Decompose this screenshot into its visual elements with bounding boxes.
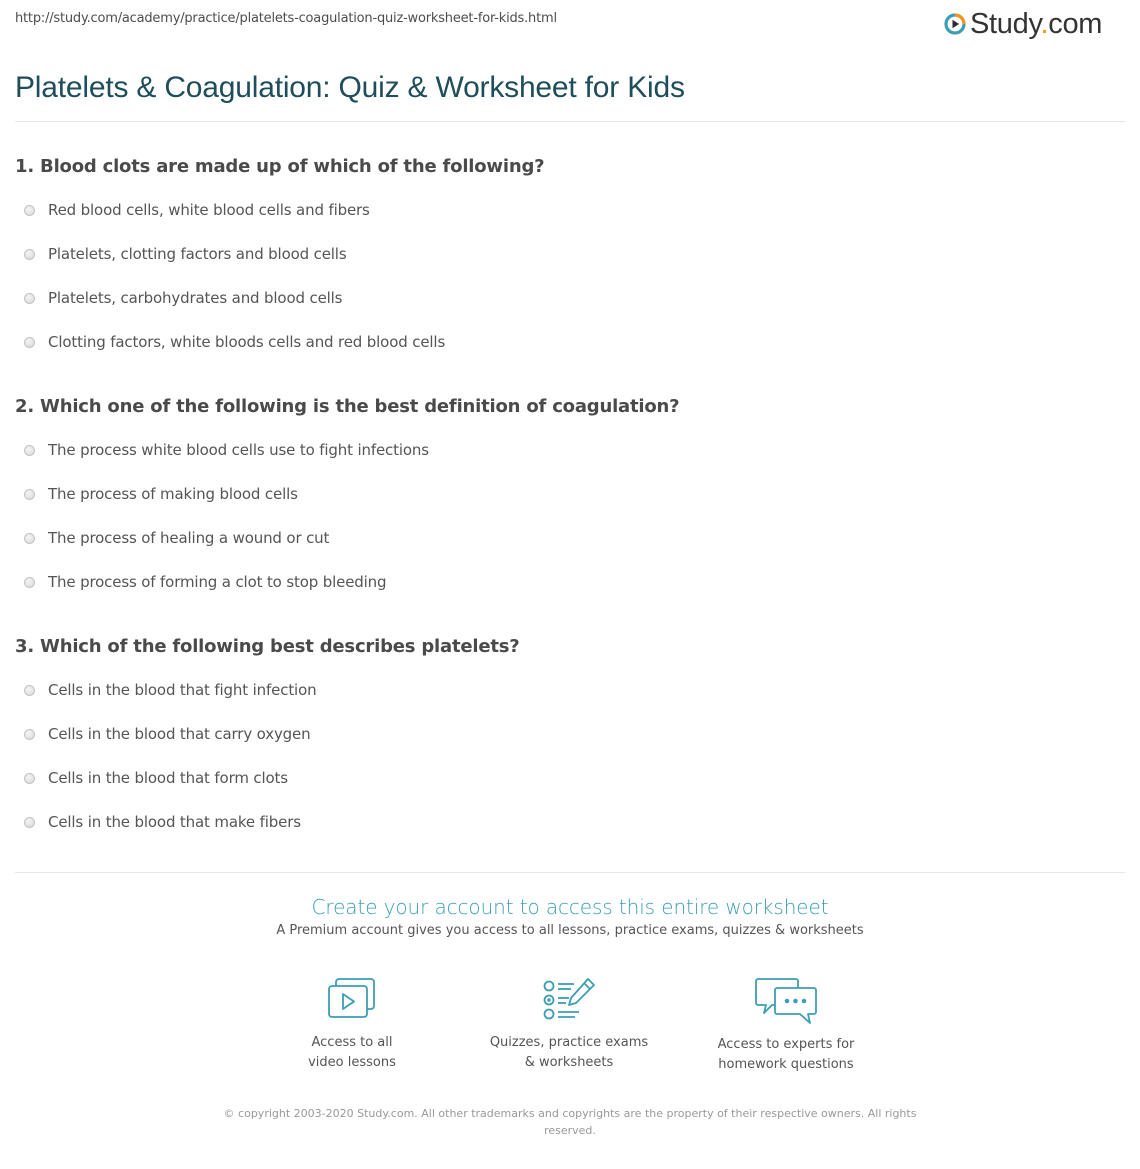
- answer-options: [15, 668, 520, 844]
- chat-bubbles-icon: [754, 975, 818, 1027]
- question-title: 2. Which one of the following is the best definition of coagulation?: [15, 396, 680, 417]
- answer-options: [15, 188, 544, 364]
- radio-button[interactable]: [24, 489, 35, 500]
- radio-button[interactable]: [24, 445, 35, 456]
- cta-divider: [15, 872, 1125, 873]
- feature-quizzes: Quizzes, practice exams & worksheets: [469, 975, 669, 1073]
- answer-option[interactable]: Cells in the blood that make fibers: [15, 800, 520, 844]
- radio-button[interactable]: [24, 577, 35, 588]
- question-title: 1. Blood clots are made up of which of the following?: [15, 156, 545, 177]
- radio-button[interactable]: [24, 337, 35, 348]
- copyright-notice: © copyright 2003-2020 Study.com. All other trademarks and copyrights are the property of their respective owners. All rights reserved.: [223, 1107, 917, 1137]
- signup-cta: [0, 895, 1140, 938]
- play-circle-icon: [944, 13, 966, 35]
- answer-option[interactable]: The process of healing a wound or cut: [15, 516, 679, 560]
- question-1: [15, 156, 544, 364]
- question-title: 3. Which of the following best describes platelets?: [15, 636, 520, 657]
- answer-option[interactable]: The process of making blood cells: [15, 472, 679, 516]
- cta-subtitle: A Premium account gives you access to all lessons, practice exams, quizzes & worksheets: [276, 923, 864, 938]
- video-lessons-icon: [326, 975, 378, 1023]
- answer-option[interactable]: Cells in the blood that fight infection: [15, 668, 520, 712]
- radio-button[interactable]: [24, 293, 35, 304]
- radio-button[interactable]: [24, 773, 35, 784]
- answer-options: [15, 428, 679, 604]
- answer-option[interactable]: Clotting factors, white bloods cells and red blood cells: [15, 320, 544, 364]
- answer-option[interactable]: Cells in the blood that carry oxygen: [15, 712, 520, 756]
- question-3: [15, 636, 520, 844]
- answer-option[interactable]: Platelets, clotting factors and blood cells: [15, 232, 544, 276]
- page-url: http://study.com/academy/practice/platelets-coagulation-quiz-worksheet-for-kids.html: [15, 11, 557, 26]
- answer-option[interactable]: The process white blood cells use to fight infections: [15, 428, 679, 472]
- study-logo[interactable]: [944, 7, 1102, 41]
- answer-option[interactable]: Platelets, carbohydrates and blood cells: [15, 276, 544, 320]
- radio-button[interactable]: [24, 205, 35, 216]
- page-title: Platelets & Coagulation: Quiz & Worksheet for Kids: [15, 71, 685, 104]
- feature-video-lessons: Access to all video lessons: [252, 975, 452, 1073]
- question-2: [15, 396, 679, 604]
- feature-experts: Access to experts for homework questions: [686, 975, 886, 1075]
- radio-button[interactable]: [24, 729, 35, 740]
- answer-option[interactable]: Red blood cells, white blood cells and fibers: [15, 188, 544, 232]
- logo-text: Study.com: [970, 7, 1103, 40]
- radio-button[interactable]: [24, 817, 35, 828]
- quiz-checklist-icon: [541, 975, 597, 1023]
- radio-button[interactable]: [24, 685, 35, 696]
- cta-title-link[interactable]: Create your account to access this entire worksheet: [311, 895, 829, 919]
- title-divider: [15, 121, 1125, 122]
- answer-option[interactable]: Cells in the blood that form clots: [15, 756, 520, 800]
- radio-button[interactable]: [24, 533, 35, 544]
- radio-button[interactable]: [24, 249, 35, 260]
- answer-option[interactable]: The process of forming a clot to stop bleeding: [15, 560, 679, 604]
